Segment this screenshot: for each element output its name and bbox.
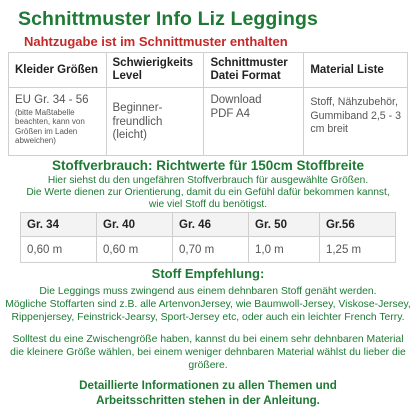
recommendation-p2-line-3: größere. [188, 360, 228, 371]
fabric-usage-heading: Stoffverbrauch: Richtwerte für 150cm Stoffbreite [51, 158, 365, 173]
recommendation-p2-line-2: die kleinere Größe wählen, bei einem weniger dehnbaren Material wählst du lieber die [10, 347, 406, 358]
size-range: EU Gr. 34 - 56 [15, 94, 89, 106]
header-level: Schwierigkeits Level [106, 53, 204, 88]
level-text: Beginner-freundlich (leicht) [112, 102, 163, 141]
info-table-body-row [9, 88, 408, 156]
recommendation-p1-line-2: Mögliche Stoffarten sind z.B. alle ArtenvonJersey, wie Baumwoll-Jersey, Viskose-Jersey, [5, 299, 411, 310]
size-header-46: Gr. 46 [173, 213, 249, 237]
header-sizes: Kleider Größen [9, 53, 107, 88]
size-note: (bitte Maßtabelle beachten, kann von Größen im Laden abweichen) [15, 107, 85, 145]
footer-line-1: Detaillierte Informationen zu allen Themen und [79, 379, 337, 392]
fabric-recommendation-heading: Stoff Empfehlung: [151, 266, 265, 281]
size-header-40: Gr. 40 [97, 213, 173, 237]
fabric-usage-line-1: Hier siehst du den ungefähren Stoffverbrauch für ausgewählte Größen. [47, 175, 369, 186]
recommendation-p1-line-1: Die Leggings muss zwingend aus einem dehnbaren Stoff genäht werden. [39, 286, 377, 297]
format-pdf: PDF A4 [210, 107, 251, 120]
size-header-56: Gr.56 [319, 213, 395, 237]
size-value-56: 1,25 m [319, 237, 395, 263]
header-material: Material Liste [304, 53, 408, 88]
page-subtitle: Nahtzugabe ist im Schnittmuster enthalten [24, 34, 288, 49]
footer-line-2: Arbeitsschritten stehen in der Anleitung. [96, 394, 320, 407]
header-format: Schnittmuster Datei Format [204, 53, 304, 88]
size-value-50: 1,0 m [249, 237, 320, 263]
material-text: Stoff, Nähzubehör, Gummiband 2,5 - 3 cm breit [310, 96, 402, 135]
size-table-header-row [21, 213, 396, 237]
cell-format [204, 88, 304, 156]
info-table-header-row [9, 53, 408, 88]
fabric-usage-line-2: Die Werte dienen zur Orientierung, damit du ein Gefühl dafür bekommen kannst, [26, 187, 390, 198]
info-table [8, 52, 408, 156]
fabric-size-table [20, 212, 396, 263]
size-table-value-row [21, 237, 396, 263]
size-header-34: Gr. 34 [21, 213, 97, 237]
size-value-40: 0,60 m [97, 237, 173, 263]
cell-sizes [9, 88, 107, 156]
size-header-50: Gr. 50 [249, 213, 320, 237]
size-value-34: 0,60 m [21, 237, 97, 263]
cell-level [106, 88, 204, 156]
recommendation-p1-line-3: Rippenjersey, Feinstrick-Jearsy, Sport-Jersey etc, oder auch ein leichter French Terry. [11, 312, 405, 323]
size-value-46: 0,70 m [173, 237, 249, 263]
fabric-usage-line-3: wie viel Stoff du benötigst. [148, 199, 268, 210]
recommendation-p2-line-1: Solltest du eine Zwischengröße haben, kannst du bei einem sehr dehnbaren Material [12, 334, 404, 345]
format-download: Download [210, 94, 262, 106]
footer-note [0, 378, 416, 408]
cell-material [304, 88, 408, 156]
page-title: Schnittmuster Info Liz Leggings [18, 8, 318, 30]
